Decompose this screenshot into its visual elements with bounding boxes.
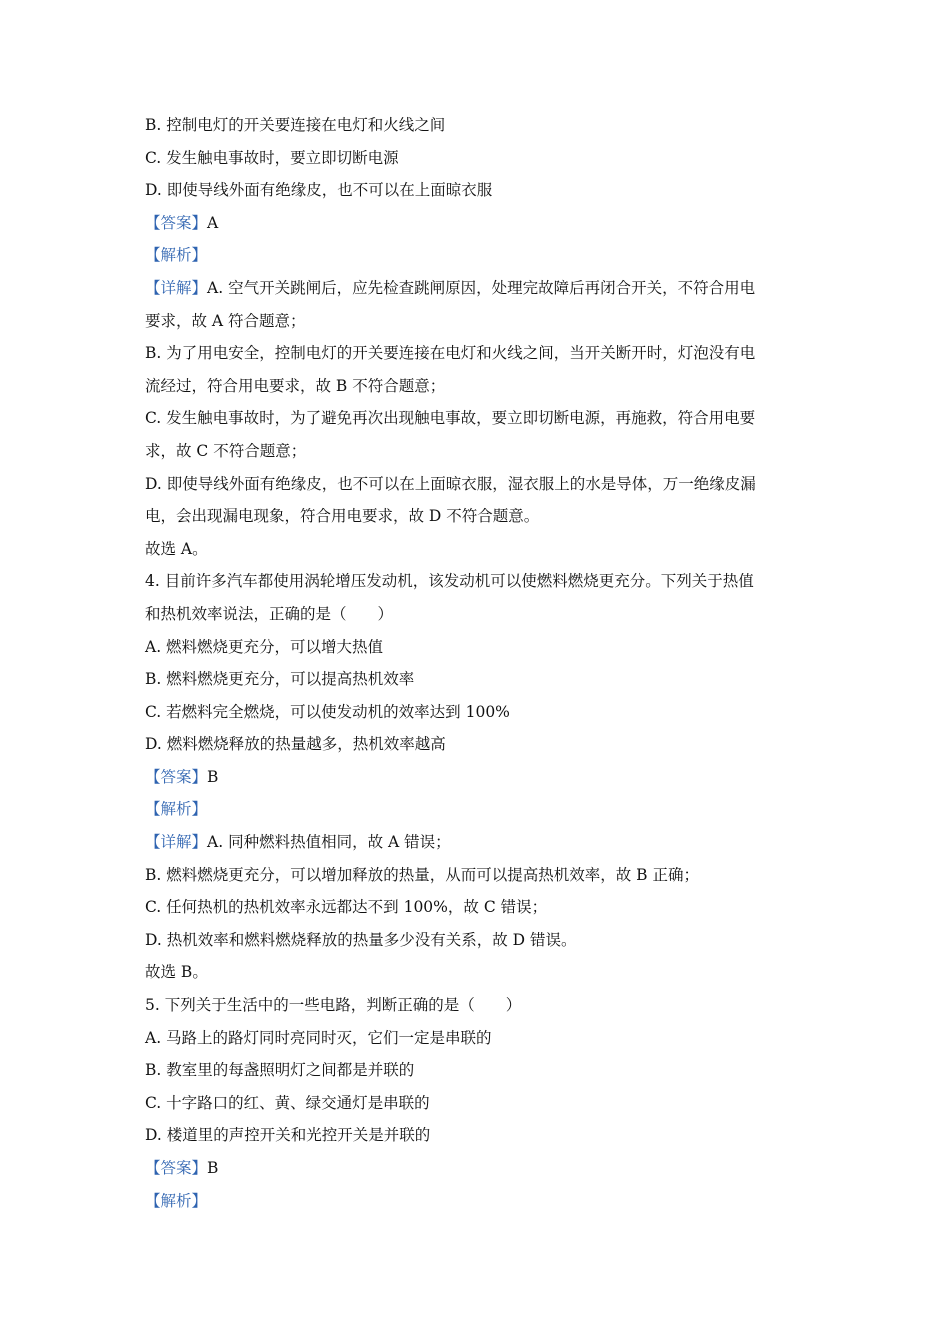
- q5-stem: 5. 下列关于生活中的一些电路，判断正确的是（ ）: [145, 996, 522, 1015]
- q5-option-b: B. 教室里的每盏照明灯之间都是并联的: [145, 1061, 415, 1080]
- q5-option-a: A. 马路上的路灯同时亮同时灭，它们一定是串联的: [145, 1028, 492, 1047]
- answer-value: B: [207, 767, 219, 786]
- q3-detail-c-line1: C. 发生触电事故时，为了避免再次出现触电事故，要立即切断电源，再施救，符合用电要: [145, 409, 756, 428]
- q3-answer: [145, 207, 810, 240]
- q3-conclusion: 故选 A。: [145, 539, 208, 558]
- q3-analysis: [145, 239, 810, 272]
- q4-conclusion: 故选 B。: [145, 963, 208, 982]
- q3-detail-b-line2: 流经过，符合用电要求，故 B 不符合题意；: [145, 376, 446, 395]
- q4-detail-a-text: A. 同种燃料热值相同，故 A 错误；: [207, 833, 451, 852]
- answer-tag: 【答案】: [145, 1159, 208, 1177]
- q4-stem-line2: 和热机效率说法，正确的是（ ）: [145, 604, 394, 623]
- document-body: [145, 109, 810, 1217]
- answer-tag: 【答案】: [145, 213, 208, 232]
- detail-tag: 【详解】: [145, 833, 208, 852]
- q3-detail-a-line2: 要求，故 A 符合题意；: [145, 311, 306, 330]
- q3-detail-c-line2: 求，故 C 不符合题意；: [145, 441, 307, 460]
- q4-detail-a: [145, 826, 810, 859]
- q4-detail-d: D. 热机效率和燃料燃烧释放的热量多少没有关系，故 D 错误。: [145, 930, 577, 949]
- q3-option-c: C. 发生触电事故时，要立即切断电源: [145, 148, 399, 167]
- q4-detail-b: B. 燃料燃烧更充分，可以增加释放的热量，从而可以提高热机效率，故 B 正确；: [145, 865, 699, 884]
- q4-detail-c: C. 任何热机的热机效率永远都达不到 100%，故 C 错误；: [145, 898, 548, 917]
- q3-detail-d-line2: 电，会出现漏电现象，符合用电要求，故 D 不符合题意。: [145, 507, 540, 526]
- q5-analysis: [145, 1185, 810, 1218]
- analysis-tag: 【解析】: [145, 800, 208, 819]
- q3-detail-b-line1: B. 为了用电安全，控制电灯的开关要连接在电灯和火线之间，当开关断开时，灯泡没有电: [145, 344, 756, 363]
- q3-option-d: D. 即使导线外面有绝缘皮，也不可以在上面晾衣服: [145, 181, 493, 200]
- answer-value: A: [207, 213, 219, 232]
- q4-option-c: C. 若燃料完全燃烧，可以使发动机的效率达到 100%: [145, 702, 510, 721]
- q5-option-d: D. 楼道里的声控开关和光控开关是并联的: [145, 1126, 431, 1145]
- q5-answer: [145, 1152, 810, 1185]
- q4-answer: [145, 761, 810, 794]
- detail-tag: 【详解】: [145, 278, 208, 297]
- q3-detail-d-line1: D. 即使导线外面有绝缘皮，也不可以在上面晾衣服，湿衣服上的水是导体，万一绝缘皮漏: [145, 474, 756, 493]
- q4-option-a: A. 燃料燃烧更充分，可以增大热值: [145, 637, 384, 656]
- q3-option-b: B. 控制电灯的开关要连接在电灯和火线之间: [145, 116, 446, 134]
- analysis-tag: 【解析】: [145, 246, 208, 265]
- q4-analysis: [145, 793, 810, 826]
- answer-value: B: [207, 1159, 219, 1177]
- analysis-tag: 【解析】: [145, 1191, 208, 1210]
- answer-tag: 【答案】: [145, 767, 208, 786]
- q4-option-d: D. 燃料燃烧释放的热量越多，热机效率越高: [145, 735, 446, 754]
- q4-option-b: B. 燃料燃烧更充分，可以提高热机效率: [145, 670, 415, 689]
- q3-detail-a-text: A. 空气开关跳闸后，应先检查跳闸原因，处理完故障后再闭合开关，不符合用电: [207, 278, 756, 297]
- q5-option-c: C. 十字路口的红、黄、绿交通灯是串联的: [145, 1093, 430, 1112]
- q4-stem-line1: 4. 目前许多汽车都使用涡轮增压发动机，该发动机可以使燃料燃烧更充分。下列关于热值: [145, 572, 754, 591]
- q3-detail-a-line1: [145, 272, 810, 305]
